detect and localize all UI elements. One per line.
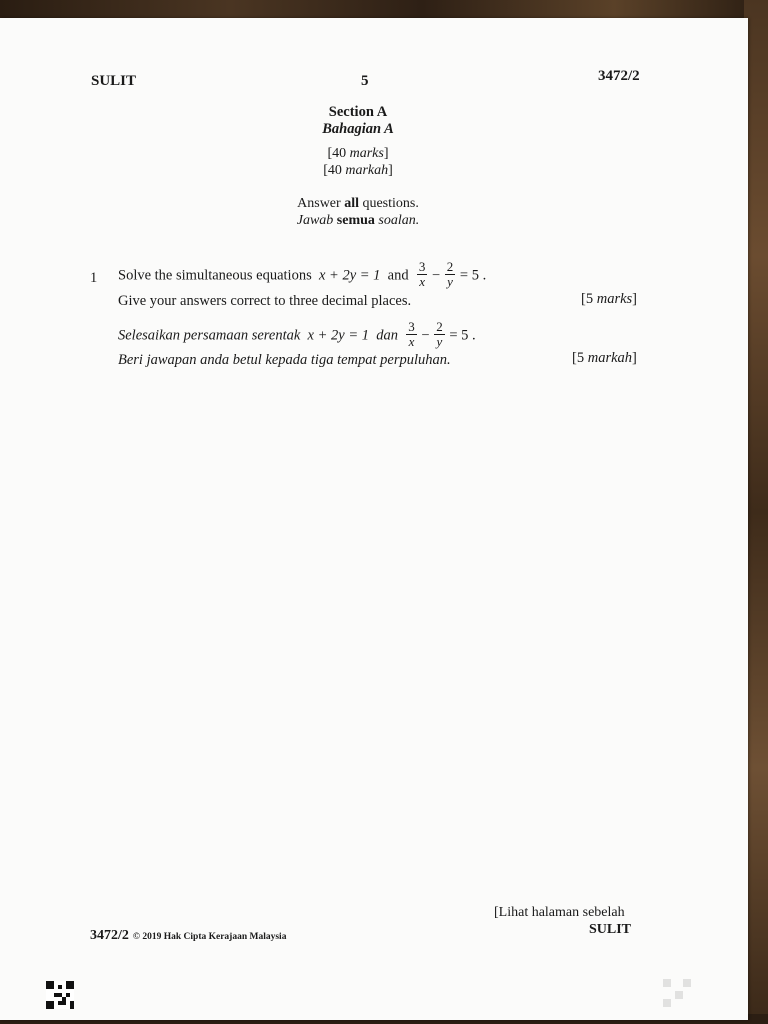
paper-code: 3472/2 [598, 68, 640, 84]
section-marks-ms: [40 markah] [323, 163, 393, 178]
footer-sulit: SULIT [589, 922, 632, 937]
fraction-2-over-y: $\frac{2}{y}$ [446, 259, 454, 289]
fraction-3-over-x-ms: $\frac{3}{x}$ [408, 319, 415, 349]
footer-code-copyright: 3472/2 © 2019 Hak Cipta Kerajaan Malaysia [90, 928, 287, 943]
section-title-en: Section A [328, 104, 388, 120]
question-marks-ms: [5 markah] [572, 350, 637, 366]
question-line1-ms: Selesaikan persamaan serentak x + 2y = 1 dan $\frac{3}{x}$ − $\frac{2}{y}$ = 5 . [118, 319, 476, 349]
faint-qr-code-icon [663, 979, 691, 1007]
page-number: 5 [361, 73, 369, 89]
instruction-ms: Jawab semua soalan. [296, 213, 420, 228]
footer-turn-over: [Lihat halaman sebelah [494, 905, 625, 920]
question-line2-en: Give your answers correct to three decimal places. [118, 293, 412, 309]
question-line1-en: Solve the simultaneous equations x + 2y = 1 and $\frac{3}{x}$ − $\frac{2}{y}$ = 5 . [118, 259, 487, 289]
qr-code-icon [46, 981, 74, 1009]
question-marks-en: [5 marks] [581, 291, 638, 307]
instruction-en: Answer all questions. [297, 196, 419, 211]
section-marks-en: [40 marks] [327, 146, 389, 161]
section-title-ms: Bahagian A [322, 121, 394, 137]
question-number: 1 [90, 270, 98, 286]
question-line2-ms: Beri jawapan anda betul kepada tiga tempat perpuluhan. [118, 352, 451, 368]
equation-linear: x + 2y = 1 [318, 267, 381, 284]
fraction-3-over-x: $\frac{3}{x}$ [418, 259, 426, 289]
header-sulit: SULIT [91, 73, 137, 89]
exam-page [0, 18, 748, 1020]
equation-linear-ms: x + 2y = 1 [307, 327, 369, 344]
fraction-2-over-y-ms: $\frac{2}{y}$ [436, 319, 443, 349]
